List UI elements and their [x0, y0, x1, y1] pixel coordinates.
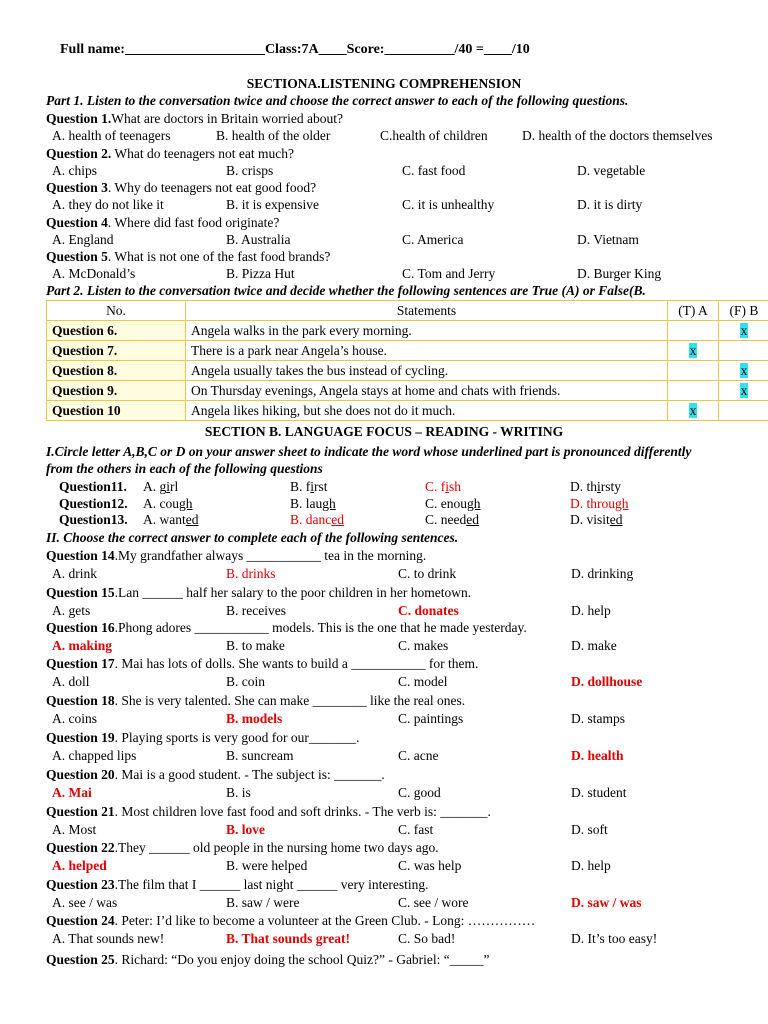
question-stem — [46, 548, 426, 564]
question-stem — [46, 767, 385, 783]
table-row — [47, 341, 768, 361]
answer-option: C. see / wore — [398, 895, 469, 910]
answer-option: C. good — [398, 785, 441, 800]
option-prefix: D. throu — [570, 495, 615, 511]
answer-option — [290, 512, 344, 528]
question-label: Question 16 — [46, 620, 115, 635]
answer-option — [570, 512, 623, 528]
question-label: Question 19 — [46, 730, 115, 745]
answer-option: D. soft — [571, 822, 608, 837]
option-suffix: rst — [314, 479, 328, 494]
answer-option: B. Pizza Hut — [226, 266, 295, 281]
true-cell — [668, 341, 719, 361]
question-text: .Phong adores ___________ models. This is the one that he made yesterday. — [114, 620, 527, 635]
question-stem — [46, 952, 490, 968]
answer-option: D. vegetable — [577, 162, 646, 178]
answer-option: A. doll — [52, 674, 90, 689]
underlined-sound: ed — [466, 512, 479, 527]
answer-option — [143, 512, 199, 528]
answer-option: A. That sounds new! — [52, 931, 165, 946]
underlined-sound: ed — [331, 512, 344, 527]
answer-option: A. McDonald’s — [52, 266, 136, 281]
option-prefix: D. th — [570, 479, 597, 494]
answer-option: B. drinks — [226, 566, 276, 581]
answer-option: C. fast — [398, 822, 434, 837]
answer-option: C.health of children — [380, 128, 488, 143]
question-label: Question 21 — [46, 804, 115, 819]
table-row — [47, 361, 768, 381]
answer-option: B. were helped — [226, 858, 308, 873]
question-label: Question 2. — [46, 145, 112, 161]
table-row — [47, 401, 768, 421]
part1-instruction: Part 1. Listen to the conversation twice and choose the correct answer to each of the following questions. — [46, 93, 629, 108]
question-text: .They ______ old people in the nursing home two days ago. — [114, 840, 439, 855]
statement-text: Angela usually takes the bus instead of cycling. — [186, 361, 668, 381]
answer-option: A. Mai — [52, 785, 92, 800]
answer-option: C. makes — [398, 638, 449, 653]
answer-option: B. love — [226, 822, 265, 837]
underlined-sound: i — [310, 479, 315, 494]
answer-option: C. acne — [398, 748, 439, 763]
header-statements: Statements — [186, 301, 668, 321]
answer-option — [143, 479, 178, 495]
answer-option: C. to drink — [398, 566, 457, 581]
answer-option: D. stamps — [571, 711, 625, 726]
answer-option: C. was help — [398, 858, 462, 873]
answer-option: A. they do not like it — [52, 197, 164, 212]
false-cell — [719, 361, 768, 381]
question-text: . Playing sports is very good for our_______. — [114, 730, 360, 745]
question-text: What are doctors in Britain worried about? — [111, 111, 343, 126]
question-text: . Mai has lots of dolls. She wants to build a ___________ for them. — [114, 656, 479, 671]
answer-option — [425, 512, 479, 528]
answer-option: C. fast food — [402, 162, 466, 178]
table-row — [47, 381, 768, 401]
question-stem — [46, 180, 316, 196]
answer-option: D. drinking — [571, 566, 634, 581]
underlined-sound: i — [166, 479, 171, 494]
question-text: . Richard: “Do you enjoy doing the school Quiz?” - Gabriel: “_____” — [114, 952, 490, 967]
question-label: Question 22 — [46, 840, 115, 855]
answer-option: D. it is dirty — [577, 197, 643, 212]
option-suffix: rl — [170, 479, 179, 494]
question-label: Question 4 — [46, 214, 108, 230]
answer-option: A. chapped lips — [52, 748, 137, 763]
question-text: . What is not one of the fast food brands? — [107, 249, 331, 264]
underlined-sound: gh — [615, 495, 629, 511]
answer-option — [143, 496, 193, 512]
question-label: Question 24 — [46, 913, 115, 928]
underlined-sound: ed — [609, 512, 623, 527]
answer-option: A. gets — [52, 603, 91, 618]
answer-option: B. crisps — [226, 162, 274, 178]
question-label: Question 18 — [46, 693, 115, 708]
answer-option: B. health of the older — [216, 128, 331, 143]
true-cell — [668, 321, 719, 341]
answer-option — [570, 496, 629, 512]
question-stem — [46, 913, 535, 929]
answer-option: B. it is expensive — [226, 197, 319, 212]
question-stem — [46, 804, 491, 820]
answer-option: D. health — [571, 748, 624, 763]
question-number: Question 8. — [47, 361, 186, 381]
question-text: .Lan ______ half her salary to the poor children in her hometown. — [114, 585, 472, 600]
question-stem — [46, 693, 465, 709]
question-stem — [46, 840, 439, 856]
partb1-instruction-line1: I.Circle letter A,B,C or D on your answer sheet to indicate the word whose underlined part is pronounced differently — [46, 444, 692, 459]
answer-mark: x — [740, 362, 748, 378]
underlined-sound: i — [597, 479, 601, 494]
answer-option: B. receives — [226, 603, 286, 618]
answer-option: D. student — [571, 785, 627, 800]
answer-option: B. coin — [226, 674, 265, 689]
answer-mark: x — [740, 382, 748, 398]
option-prefix: C. f — [425, 479, 446, 494]
option-prefix: B. danc — [290, 512, 332, 527]
answer-mark: x — [740, 322, 748, 338]
question-text: What do teenagers not eat much? — [111, 145, 294, 161]
underlined-sound: gh — [322, 495, 336, 511]
question-stem — [46, 111, 343, 127]
answer-option: B. saw / were — [226, 895, 300, 910]
answer-option: C. paintings — [398, 711, 464, 726]
true-cell — [668, 361, 719, 381]
answer-option: D. health of the doctors themselves — [522, 128, 713, 143]
option-prefix: A. want — [143, 512, 186, 527]
answer-option: D. Vietnam — [577, 231, 639, 247]
answer-option: D. dollhouse — [571, 674, 643, 689]
answer-option: B. suncream — [226, 748, 294, 763]
question-text: .My grandfather always ___________ tea in the morning. — [114, 548, 427, 563]
option-prefix: A. g — [143, 479, 167, 494]
section-b-title: SECTION B. LANGUAGE FOCUS – READING - WRITING — [204, 424, 564, 439]
underlined-sound: i — [445, 479, 450, 494]
statement-text: Angela walks in the park every morning. — [186, 321, 668, 341]
answer-option: A. drink — [52, 566, 97, 581]
true-cell — [668, 401, 719, 421]
answer-option — [290, 479, 328, 495]
table-header-row — [47, 301, 768, 321]
underlined-sound: gh — [179, 495, 193, 511]
answer-option: A. making — [52, 638, 113, 653]
question-text: . Why do teenagers not eat good food? — [107, 180, 317, 195]
option-prefix: A. cou — [143, 495, 179, 511]
question-stem — [46, 585, 471, 601]
header-false: (F) B — [719, 301, 768, 321]
answer-option: A. chips — [52, 162, 97, 178]
option-suffix: rsty — [600, 479, 622, 494]
answer-option — [290, 496, 336, 512]
answer-option: D. help — [571, 858, 611, 873]
question-text: . Where did fast food originate? — [107, 214, 280, 230]
answer-option: C. donates — [398, 603, 459, 618]
answer-option: B. Australia — [226, 231, 291, 247]
answer-option — [570, 479, 621, 495]
false-cell — [719, 401, 768, 421]
question-label: Question 17 — [46, 656, 115, 671]
answer-option: C. So bad! — [398, 931, 456, 946]
answer-option: B. to make — [226, 638, 285, 653]
question-label: Question 5 — [46, 249, 108, 264]
statement-text: On Thursday evenings, Angela stays at home and chats with friends. — [186, 381, 668, 401]
question-number: Question 10 — [47, 401, 186, 421]
answer-option — [425, 496, 481, 512]
question-label: Question 3 — [46, 180, 108, 195]
statement-text: Angela likes hiking, but she does not do it much. — [186, 401, 668, 421]
answer-option: D. It’s too easy! — [571, 931, 658, 946]
question-stem — [46, 620, 527, 636]
table-row — [47, 321, 768, 341]
answer-option: C. America — [402, 231, 464, 247]
question-label: Question 23 — [46, 877, 115, 892]
answer-option — [425, 479, 461, 495]
answer-mark: x — [689, 402, 697, 418]
option-suffix: sh — [449, 479, 462, 494]
false-cell — [719, 341, 768, 361]
statement-text: There is a park near Angela’s house. — [186, 341, 668, 361]
answer-option: D. make — [571, 638, 617, 653]
question-text: . Peter: I’d like to become a volunteer at the Green Club. - Long: …………… — [114, 913, 536, 928]
question-stem — [46, 249, 330, 265]
underlined-sound: ed — [185, 512, 199, 527]
question-label: Question 1. — [46, 111, 112, 126]
answer-option: A. coins — [52, 711, 97, 726]
answer-option: D. Burger King — [577, 266, 662, 281]
part2-instruction: Part 2. Listen to the conversation twice and decide whether the following sentences are True (A) or False(B. — [46, 283, 646, 298]
question-number: Question 6. — [47, 321, 186, 341]
question-stem — [46, 877, 428, 893]
answer-option: A. see / was — [52, 895, 118, 910]
header-no: No. — [47, 301, 186, 321]
answer-option: B. models — [226, 711, 283, 726]
true-cell — [668, 381, 719, 401]
option-prefix: D. visit — [570, 512, 610, 527]
partb2-instruction: II. Choose the correct answer to complete each of the following sentences. — [46, 530, 459, 545]
answer-option: A. helped — [52, 858, 107, 873]
option-prefix: C. enou — [425, 495, 467, 511]
question-text: . Most children love fast food and soft drinks. - The verb is: _______. — [114, 804, 491, 819]
header-true: (T) A — [668, 301, 719, 321]
section-a-title: SECTIONA.LISTENING COMPREHENSION — [246, 76, 522, 91]
question-label: Question11. — [59, 479, 127, 494]
answer-option: C. it is unhealthy — [402, 197, 495, 212]
question-label: Question12. — [59, 495, 128, 511]
underlined-sound: gh — [467, 495, 481, 511]
question-label: Question 14 — [46, 548, 115, 563]
question-number: Question 7. — [47, 341, 186, 361]
option-prefix: C. need — [425, 512, 467, 527]
question-stem — [46, 146, 294, 162]
answer-option: C. model — [398, 674, 448, 689]
student-info-line: Full name:____________________Class:7A____Score:__________/40 =____/10 — [60, 42, 530, 57]
question-text: . Mai is a good student. - The subject is: _______. — [114, 767, 385, 782]
answer-option: C. Tom and Jerry — [402, 266, 496, 281]
answer-option: B. That sounds great! — [226, 931, 351, 946]
answer-option: D. saw / was — [571, 895, 642, 910]
question-stem — [46, 730, 360, 746]
question-label: Question 15 — [46, 585, 115, 600]
question-stem — [46, 215, 279, 231]
partb1-instruction-line2: from the others in each of the following questions — [46, 461, 323, 476]
option-prefix: B. f — [290, 479, 311, 494]
answer-option: A. health of teenagers — [52, 128, 171, 143]
answer-option: A. Most — [52, 822, 97, 837]
answer-mark: x — [689, 342, 697, 358]
question-label: Question 25 — [46, 952, 115, 967]
question-label: Question 20 — [46, 767, 115, 782]
false-cell — [719, 381, 768, 401]
false-cell — [719, 321, 768, 341]
question-text: .The film that I ______ last night ______ very interesting. — [114, 877, 429, 892]
answer-option: A. England — [52, 231, 114, 247]
question-stem — [46, 656, 478, 672]
question-text: . She is very talented. She can make ________ like the real ones. — [114, 693, 466, 708]
answer-option: B. is — [226, 785, 251, 800]
question-label: Question13. — [59, 512, 128, 527]
option-prefix: B. lau — [290, 495, 323, 511]
true-false-table — [46, 300, 768, 421]
answer-option: D. help — [571, 603, 611, 618]
question-number: Question 9. — [47, 381, 186, 401]
